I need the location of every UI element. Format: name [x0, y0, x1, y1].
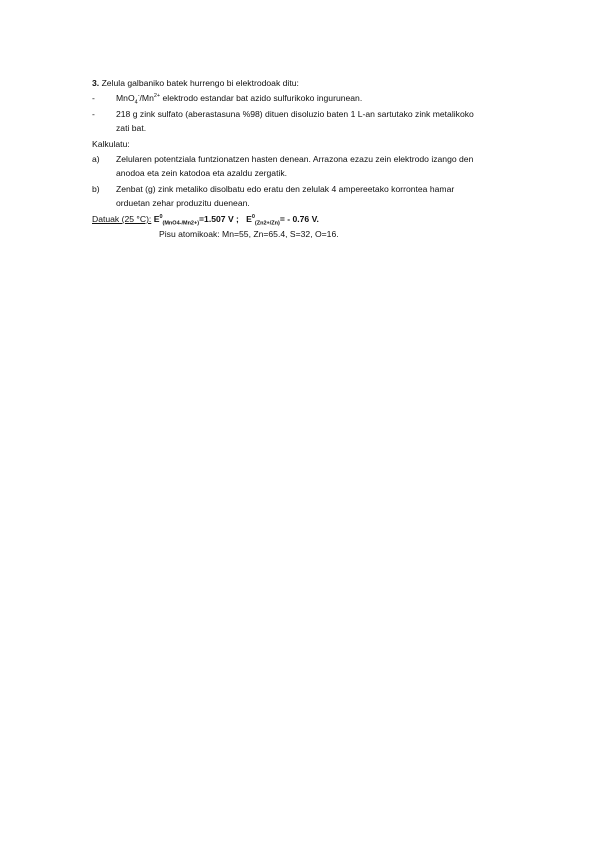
potential-2 — [246, 214, 319, 227]
question-marker: a) — [92, 154, 100, 164]
bullet-marker: - — [92, 109, 95, 119]
superscript: 2+ — [153, 93, 161, 100]
subscript: (Zn2+/Zn) — [254, 220, 280, 227]
e-symbol: E — [246, 214, 252, 224]
bullet-line-1: 218 g zink sulfato (aberastasuna %98) dituen disoluzio baten 1 L-an sartutako zink metalikoko — [116, 109, 474, 119]
bullet-text — [116, 91, 362, 105]
question-marker: b) — [92, 184, 100, 194]
data-line — [92, 212, 319, 226]
question-line-1: Zenbat (g) zink metaliko disolbatu edo eratu den zelulak 4 ampereetako korrontea hamar — [116, 184, 455, 194]
question-line-2: orduetan zehar produzitu duenean. — [116, 198, 250, 208]
superscript: - — [137, 93, 140, 100]
species-mno: MnO — [116, 93, 135, 103]
subscript: (MnO4-/Mn2+) — [162, 220, 200, 227]
problem-intro-line — [92, 76, 299, 90]
potential-value: =1.507 V ; — [199, 214, 239, 224]
subscript: 4 — [134, 99, 138, 106]
bullet-marker: - — [92, 93, 95, 103]
species-mn: /Mn — [139, 93, 154, 103]
superscript: 0 — [251, 214, 255, 221]
potential-value: = - 0.76 V. — [279, 214, 319, 224]
problem-number: 3. — [92, 78, 100, 88]
calc-label: Kalkulatu: — [92, 139, 130, 149]
question-line-1: Zelularen potentziala funtzionatzen hasten denean. Arrazona ezazu zein elektrodo izango den — [116, 154, 474, 164]
superscript: 0 — [159, 214, 163, 221]
data-label: Datuak (25 °C): — [92, 214, 152, 224]
bullet-rest: elektrodo estandar bat azido sulfurikoko ingurunean. — [160, 93, 363, 103]
potential-1 — [153, 214, 239, 227]
atomic-weights: Pisu atomikoak: Mn=55, Zn=65.4, S=32, O=16. — [159, 229, 339, 239]
question-line-2: anodoa eta zein katodoa eta azaldu zergatik. — [116, 168, 288, 178]
bullet-line-2: zati bat. — [116, 123, 147, 133]
problem-intro: Zelula galbaniko batek hurrengo bi elektrodoak ditu: — [101, 78, 299, 88]
e-symbol: E — [153, 214, 160, 224]
